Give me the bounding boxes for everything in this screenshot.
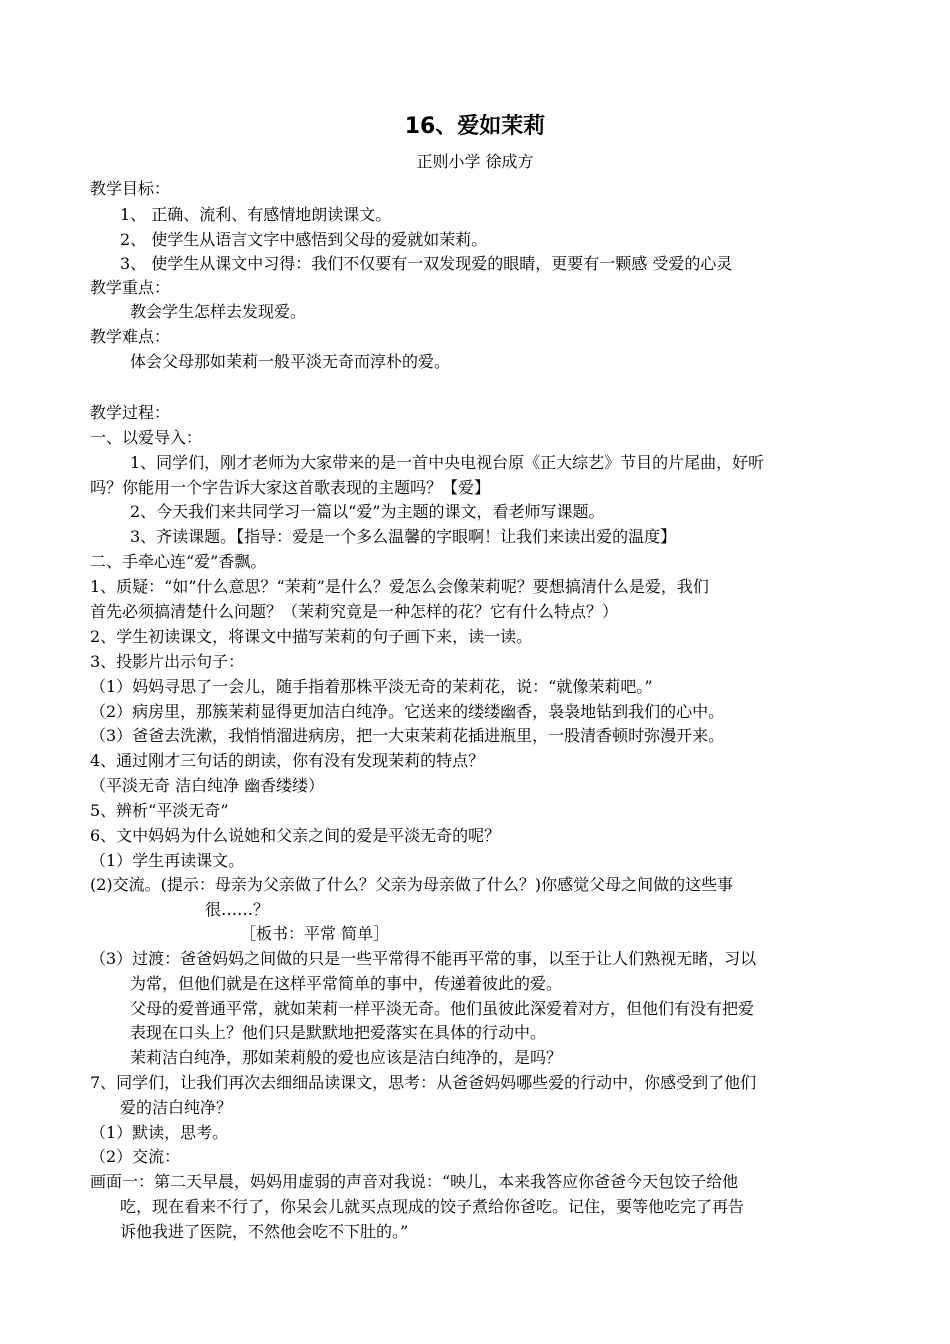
quote-line-2: （2）病房里，那簇茉莉显得更加洁白纯净。它送来的缕缕幽香，袅袅地钻到我们的心中。 xyxy=(90,702,725,721)
board-note: ［板书：平常 简单］ xyxy=(240,924,390,943)
focus-text: 教会学生怎样去发现爱。 xyxy=(130,302,307,321)
paragraph-line: 6、文中妈妈为什么说她和父亲之间的爱是平淡无奇的呢？ xyxy=(90,826,501,845)
paragraph-line: 为常，但他们就是在这样平常简单的事中，传递着彼此的爱。 xyxy=(130,974,563,993)
quote-line-1: （1）妈妈寻思了一会儿，随手指着那株平淡无奇的茉莉花，说：“就像茉莉吧。” xyxy=(90,677,653,696)
paragraph-line: （平淡无奇 洁白纯净 幽香缕缕） xyxy=(90,776,325,795)
paragraph-line: (2)交流。(提示：母亲为父亲做了什么？父亲为母亲做了什么？)你感觉父母之间做的这些事 xyxy=(90,875,734,894)
section-heading-focus: 教学重点： xyxy=(90,278,171,297)
paragraph-line: 诉他我进了医院，不然他会吃不下肚的。” xyxy=(120,1222,409,1241)
paragraph-line: 吗？你能用一个字告诉大家这首歌表现的主题吗？【爱】 xyxy=(90,478,491,497)
part-heading-2: 二、手牵心连“爱”香飘。 xyxy=(90,552,267,571)
paragraph-line: 很……？ xyxy=(205,900,270,919)
paragraph-line: 画面一：第二天早晨，妈妈用虚弱的声音对我说：“映儿，本来我答应你爸爸今天包饺子给他 xyxy=(90,1172,739,1191)
document-title: 16、爱如茉莉 xyxy=(404,114,546,139)
paragraph-line: 首先必须搞清楚什么问题？（茉莉究竟是一种怎样的花？它有什么特点？） xyxy=(90,602,619,621)
goal-item-3: 3、 使学生从课文中习得：我们不仅要有一双发现爱的眼睛，更要有一颗感 受爱的心灵 xyxy=(120,254,733,273)
quote-line-3: （3）爸爸去洗漱，我悄悄溜进病房，把一大束茉莉花插进瓶里，一股清香顿时弥漫开来。 xyxy=(90,726,725,745)
paragraph-line: 5、辨析“平淡无奇” xyxy=(90,801,229,820)
paragraph-line: 2、学生初读课文，将课文中描写茉莉的句子画下来，读一读。 xyxy=(90,627,533,646)
goal-item-1: 1、 正确、流利、有感情地朗读课文。 xyxy=(120,205,392,224)
section-heading-goals: 教学目标： xyxy=(90,179,171,198)
paragraph-line: （3）过渡：爸爸妈妈之间做的只是一些平常得不能再平常的事，以至于让人们熟视无睹，习以 xyxy=(90,949,757,968)
paragraph-line: 1、同学们，刚才老师为大家带来的是一首中央电视台原《正大综艺》节目的片尾曲，好听 xyxy=(130,453,765,472)
document-author: 正则小学 徐成方 xyxy=(416,152,534,171)
paragraph-line: （1）学生再读课文。 xyxy=(90,851,245,870)
section-heading-difficulty: 教学难点： xyxy=(90,327,171,346)
paragraph-line: 2、今天我们来共同学习一篇以“爱”为主题的课文，看老师写课题。 xyxy=(130,502,605,521)
goal-item-2: 2、 使学生从语言文字中感悟到父母的爱就如茉莉。 xyxy=(120,230,488,249)
paragraph-line: 父母的爱普通平常，就如茉莉一样平淡无奇。他们虽彼此深爱着对方，但他们有没有把爱 xyxy=(130,999,755,1018)
paragraph-line: （2）交流： xyxy=(90,1147,181,1166)
paragraph-line: 3、投影片出示句子： xyxy=(90,652,245,671)
paragraph-line: 3、齐读课题。【指导：爱是一个多么温馨的字眼啊！让我们来读出爱的温度】 xyxy=(130,527,677,546)
paragraph-line: 表现在口头上？他们只是默默地把爱落实在具体的行动中。 xyxy=(130,1023,547,1042)
paragraph-line: 1、质疑：“如”什么意思？“茉莉”是什么？爱怎么会像茉莉呢？要想搞清什么是爱，我们 xyxy=(90,577,709,596)
paragraph-line: （1）默读，思考。 xyxy=(90,1123,229,1142)
paragraph-line: 茉莉洁白纯净，那如茉莉般的爱也应该是洁白纯净的，是吗？ xyxy=(130,1048,563,1067)
paragraph-line: 4、通过刚才三句话的朗读，你有没有发现茉莉的特点？ xyxy=(90,751,485,770)
section-heading-process: 教学过程： xyxy=(90,403,171,422)
paragraph-line: 吃，现在看来不行了，你呆会儿就买点现成的饺子煮给你爸吃。记住，要等他吃完了再告 xyxy=(120,1197,745,1216)
part-heading-1: 一、以爱导入： xyxy=(90,428,203,447)
paragraph-line: 爱的洁白纯净？ xyxy=(120,1098,233,1117)
difficulty-text: 体会父母那如茉莉一般平淡无奇而淳朴的爱。 xyxy=(130,352,451,371)
paragraph-line: 7、同学们，让我们再次去细细品读课文，思考：从爸爸妈妈哪些爱的行动中，你感受到了他们 xyxy=(90,1073,757,1092)
